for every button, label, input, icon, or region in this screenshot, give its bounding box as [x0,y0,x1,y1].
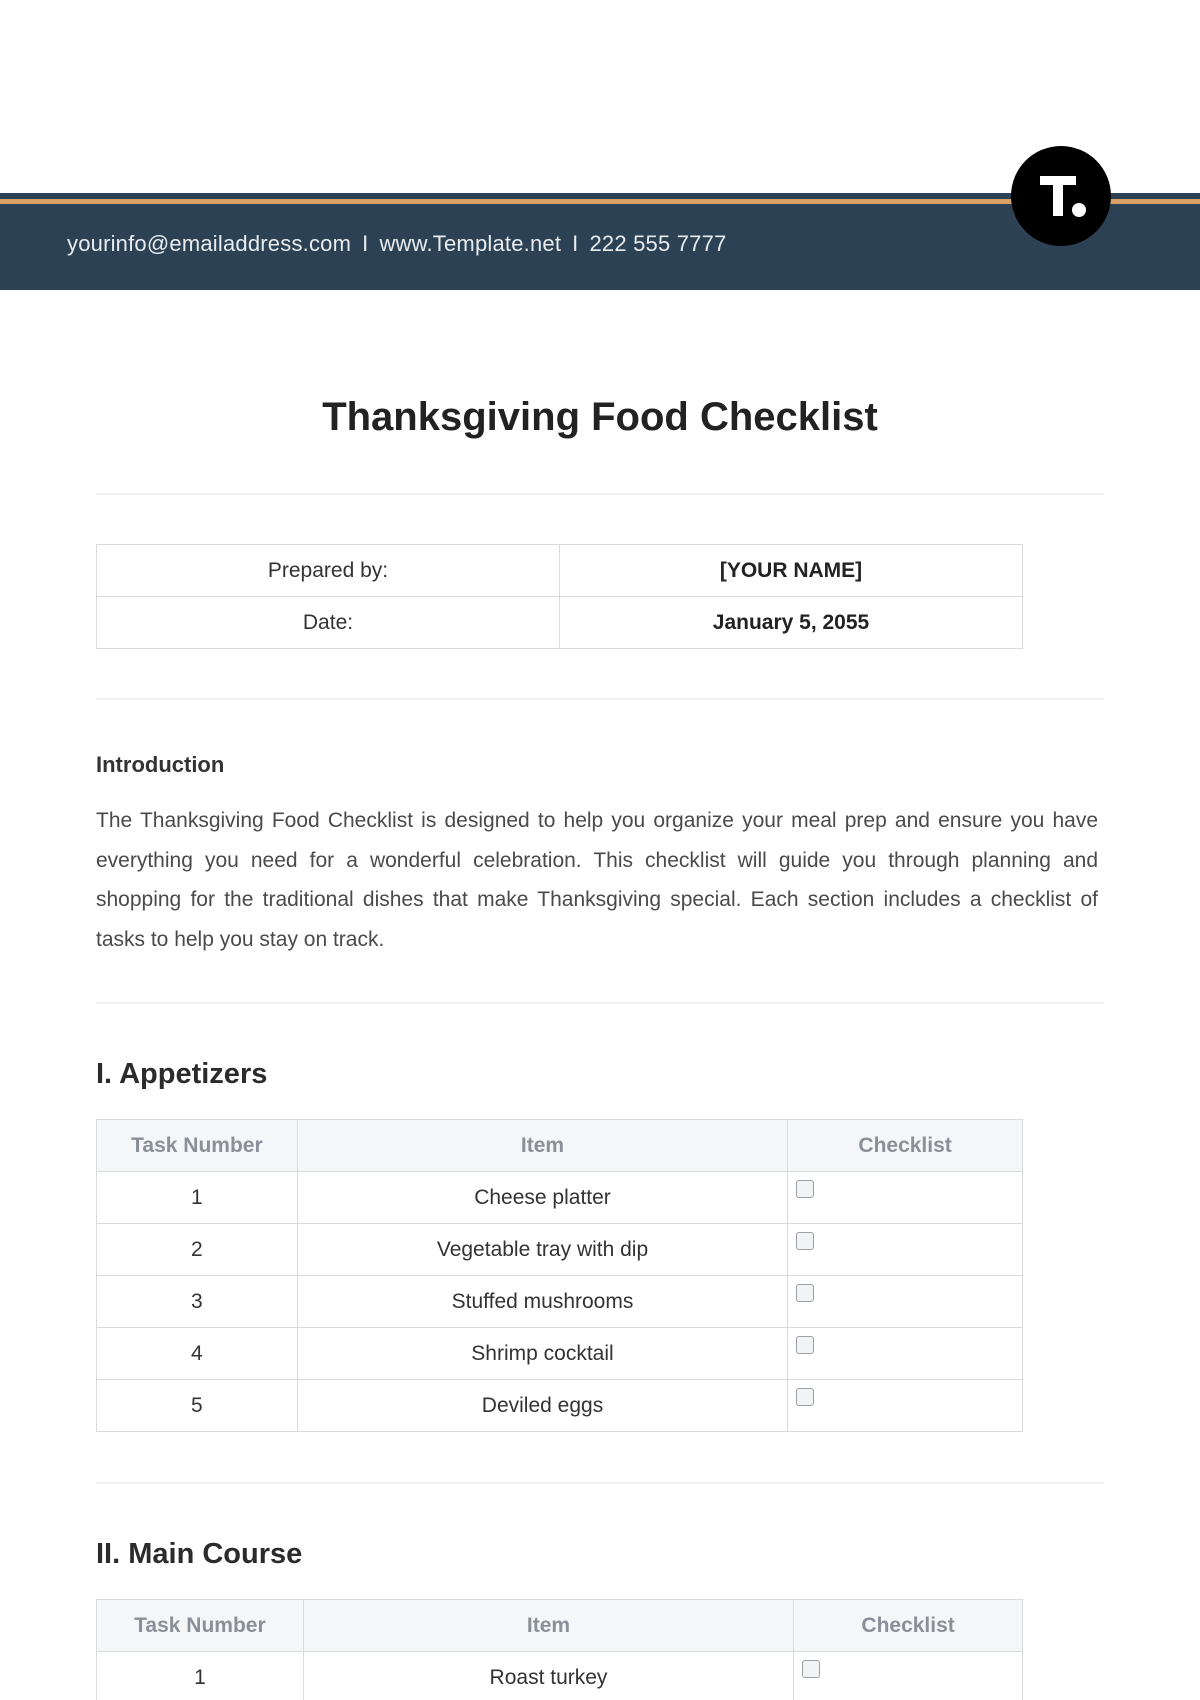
contact-info [67,231,726,257]
prepared-by-label: Prepared by: [97,545,560,597]
column-header-item: Item [297,1120,787,1172]
table-row [97,1224,1023,1276]
checkbox[interactable] [796,1388,814,1406]
checkbox[interactable] [796,1336,814,1354]
checklist-cell [788,1224,1023,1276]
task-number: 5 [97,1380,298,1432]
task-number: 4 [97,1328,298,1380]
contact-separator: I [362,231,369,256]
column-header-checklist: Checklist [788,1120,1023,1172]
section-heading-main-course: II. Main Course [96,1538,303,1570]
checklist-cell [788,1380,1023,1432]
divider [96,698,1104,700]
contact-email[interactable]: yourinfo@emailaddress.com [67,231,352,256]
checklist-cell [788,1276,1023,1328]
table-row [97,1172,1023,1224]
template-t-logo-icon [1011,146,1111,246]
checkbox[interactable] [796,1284,814,1302]
table-row [97,1328,1023,1380]
meta-row-date [97,597,1023,649]
section-heading-appetizers: I. Appetizers [96,1058,268,1090]
checklist-cell [788,1172,1023,1224]
page-title: Thanksgiving Food Checklist [322,395,878,439]
checklist-cell [788,1328,1023,1380]
task-number: 2 [97,1224,298,1276]
date-value: January 5, 2055 [560,597,1023,649]
task-item: Deviled eggs [297,1380,787,1432]
task-item: Roast turkey [303,1652,793,1700]
main-course-table [96,1599,1023,1700]
contact-website[interactable]: www.Template.net [379,231,562,256]
divider [96,493,1104,495]
contact-phone: 222 555 7777 [589,231,727,256]
task-item: Stuffed mushrooms [297,1276,787,1328]
introduction-heading: Introduction [96,752,225,777]
divider [96,1002,1104,1004]
task-number: 3 [97,1276,298,1328]
checkbox[interactable] [796,1232,814,1250]
task-number: 1 [97,1652,304,1700]
checkbox[interactable] [802,1660,820,1678]
introduction-text: The Thanksgiving Food Checklist is designed to help you organize your meal prep and ensure you have everything you need for a wonderful celebration. This checklist will guide you through planning and shopping for the traditional dishes that make Thanksgiving special. Each section includes a checklist of tasks to help you stay on track. [96,809,1098,951]
meta-table [96,544,1023,649]
task-item: Vegetable tray with dip [297,1224,787,1276]
prepared-by-value: [YOUR NAME] [560,545,1023,597]
table-row [97,1276,1023,1328]
task-number: 1 [97,1172,298,1224]
column-header-task-number: Task Number [97,1600,304,1652]
column-header-item: Item [303,1600,793,1652]
date-label: Date: [97,597,560,649]
checklist-cell [794,1652,1023,1700]
table-row [97,1380,1023,1432]
appetizers-table [96,1119,1023,1432]
task-item: Cheese platter [297,1172,787,1224]
checkbox[interactable] [796,1180,814,1198]
contact-separator: I [572,231,579,256]
column-header-task-number: Task Number [97,1120,298,1172]
table-header-row [97,1120,1023,1172]
divider [96,1482,1104,1484]
table-header-row [97,1600,1023,1652]
table-row [97,1652,1023,1700]
column-header-checklist: Checklist [794,1600,1023,1652]
task-item: Shrimp cocktail [297,1328,787,1380]
meta-row-prepared-by [97,545,1023,597]
